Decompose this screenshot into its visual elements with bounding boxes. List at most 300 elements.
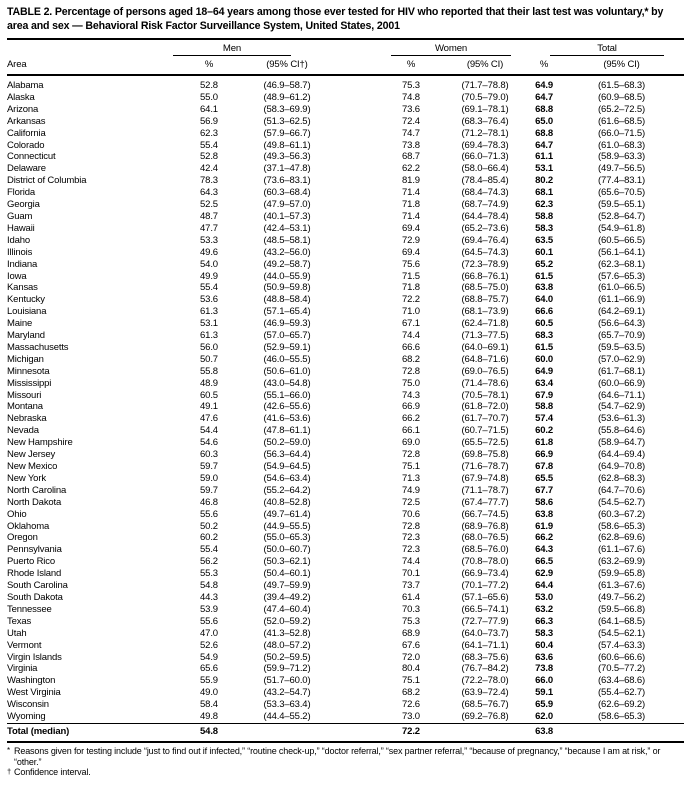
cell-area: Indiana: [7, 258, 38, 270]
table-row: [7, 675, 684, 687]
cell-t_ci: (64.2–69.1): [598, 306, 645, 318]
cell-m_ci: (50.2–59.5): [263, 651, 311, 663]
cell-m_pct: 49.1: [200, 401, 218, 413]
table-row: [7, 699, 684, 711]
cell-t_pct: 63.6: [535, 651, 553, 663]
cell-t_ci: (65.6–70.5): [598, 187, 645, 199]
asterisk-symbol: *: [7, 745, 10, 755]
cell-m_pct: 61.3: [200, 306, 218, 318]
cell-m_pct: 55.8: [200, 365, 218, 377]
cell-m_pct: 60.3: [200, 449, 218, 461]
cell-w_ci: (68.3–75.6): [461, 651, 509, 663]
table-header: [7, 39, 684, 75]
cell-area: Michigan: [7, 353, 44, 365]
cell-area: Hawaii: [7, 222, 35, 234]
cell-t_pct: 60.0: [535, 353, 553, 365]
table-row: [7, 509, 684, 521]
cell-t_ci: (61.1–67.6): [598, 544, 645, 556]
cell-w_ci: (72.2–78.0): [461, 675, 509, 687]
table-row: [7, 151, 684, 163]
cell-t_ci: (60.6–66.6): [598, 651, 645, 663]
cell-spacer: [335, 497, 381, 509]
cell-spacer: [335, 140, 381, 152]
cell-t_pct: 65.0: [535, 115, 553, 127]
cell-area: Missouri: [7, 389, 42, 401]
cell-area: Texas: [7, 615, 32, 627]
cell-area: Illinois: [7, 246, 33, 258]
cell-t_ci: (57.0–62.9): [598, 353, 645, 365]
cell-m_pct: 54.8: [200, 580, 218, 592]
cell-m_ci: (37.1–47.8): [263, 163, 311, 175]
cell-w_pct: 68.9: [402, 627, 420, 639]
cell-w_pct: 72.2: [402, 294, 420, 306]
cell-area: Virginia: [7, 663, 38, 675]
cell-t_pct: 63.2: [535, 603, 553, 615]
cell-w_ci: (68.7–74.9): [461, 199, 509, 211]
cell-m_ci: (54.9–64.5): [263, 461, 311, 472]
cell-spacer: [335, 116, 381, 128]
cell-m_ci: (50.4–60.1): [263, 568, 311, 580]
table-row: [7, 628, 684, 640]
table-row: [7, 425, 684, 437]
cell-t_ci: (57.4–63.3): [598, 639, 645, 651]
cell-area: Tennessee: [7, 603, 52, 615]
table-row: [7, 354, 684, 366]
cell-w_ci: (66.7–74.5): [461, 508, 509, 520]
cell-t_pct: 61.1: [535, 151, 553, 163]
cell-m_pct: 50.7: [200, 353, 218, 365]
cell-t_ci: (64.9–70.8): [598, 461, 645, 472]
cell-w_pct: 69.4: [402, 246, 420, 258]
cell-t_pct: 62.3: [535, 199, 553, 211]
cell-t_ci: (61.0–68.3): [598, 139, 645, 151]
table-row: [7, 92, 684, 104]
cell-w_pct: 72.2: [381, 723, 441, 741]
cell-m_ci: (52.9–59.1): [263, 341, 311, 353]
cell-m_ci: (50.2–59.0): [263, 437, 311, 449]
cell-m_pct: 42.4: [200, 163, 218, 175]
cell-t_pct: 66.5: [535, 556, 553, 568]
table-row: [7, 175, 684, 187]
cell-m_pct: 60.5: [200, 389, 218, 401]
cell-t_pct: 53.0: [535, 591, 553, 603]
cell-t_pct: 63.8: [535, 282, 553, 294]
cell-area: Vermont: [7, 639, 42, 651]
table-row: [7, 687, 684, 699]
table-row: [7, 235, 684, 247]
cell-spacer: [335, 401, 381, 413]
cell-m_ci: (57.0–65.7): [263, 330, 311, 342]
cell-spacer: [335, 640, 381, 652]
cell-m_pct: 55.3: [200, 568, 218, 580]
cell-spacer: [335, 652, 381, 664]
cell-w_ci: (65.5–72.5): [461, 437, 509, 449]
cell-m_ci: (51.7–60.0): [263, 675, 311, 687]
cell-t_pct: 63.8: [535, 508, 553, 520]
table-row: [7, 342, 684, 354]
cell-t_pct: 66.0: [535, 675, 553, 687]
cell-w_ci: (71.7–78.8): [461, 80, 509, 91]
table-title: TABLE 2. Percentage of persons aged 18–64 years among those ever tested for HIV who reported that their last test was voluntary,* by area and sex — Behavioral Risk Factor Surveillance System, United States, 2001: [7, 6, 664, 32]
cell-m_pct: 54.9: [200, 651, 218, 663]
cell-t_ci: (49.7–56.5): [598, 163, 645, 175]
cell-t_ci: (49.7–56.2): [598, 591, 645, 603]
cell-t_pct: 63.5: [535, 234, 553, 246]
table-row: [7, 652, 684, 664]
cell-t_pct: 57.4: [535, 413, 553, 425]
cell-m_pct: 49.0: [200, 687, 218, 699]
cell-m_pct: 53.1: [200, 318, 218, 330]
cell-m_pct: 46.8: [200, 496, 218, 508]
cell-w_pct: 70.1: [402, 568, 420, 580]
cell-m_pct: 49.6: [200, 246, 218, 258]
cell-m_ci: (48.8–58.4): [263, 294, 311, 306]
table-row: [7, 497, 684, 509]
cell-spacer: [335, 413, 381, 425]
table-row: [7, 318, 684, 330]
cell-w_pct: 72.9: [402, 234, 420, 246]
cell-m_pct: 55.6: [200, 615, 218, 627]
cell-t_pct: 61.8: [535, 437, 553, 449]
cell-spacer: [335, 580, 381, 592]
cell-area: Total (median): [7, 723, 179, 741]
cell-area: South Dakota: [7, 591, 63, 603]
cell-m_pct: 47.6: [200, 413, 218, 425]
footnote-reasons-text: Reasons given for testing include “just to find out if infected,” “routine check-up,” “doctor referral,” “sex partner referral,” “because of pregnancy,” “because I am at risk,” or “other.”: [14, 745, 661, 767]
cell-area: Alaska: [7, 91, 35, 103]
cell-m_ci: (59.9–71.2): [263, 663, 311, 675]
cell-area: Rhode Island: [7, 568, 62, 580]
cell-w_ci: (64.4–78.4): [461, 210, 509, 222]
cell-m_ci: (44.9–55.5): [263, 520, 311, 532]
cell-t_ci: (60.5–66.5): [598, 234, 645, 246]
cell-area: Arkansas: [7, 115, 46, 127]
women-percent-header: %: [381, 56, 441, 75]
cell-t_ci: (61.5–68.3): [598, 80, 645, 91]
cell-w_pct: 71.8: [402, 199, 420, 211]
total-percent-header: %: [529, 56, 559, 75]
cell-w_pct: 72.3: [402, 532, 420, 544]
cell-w_ci: (68.5–76.7): [461, 699, 509, 711]
cell-t_ci: (55.4–62.7): [598, 687, 645, 699]
cell-spacer: [335, 675, 381, 687]
cell-spacer: [335, 628, 381, 640]
cell-m_pct: 59.7: [200, 484, 218, 496]
cell-t_pct: 64.3: [535, 544, 553, 556]
table-body: [7, 75, 684, 742]
table-row: [7, 592, 684, 604]
cell-m_pct: 56.9: [200, 115, 218, 127]
cell-m_ci: (57.1–65.4): [263, 306, 311, 318]
cell-w_pct: 75.6: [402, 258, 420, 270]
cell-spacer: [335, 163, 381, 175]
cell-spacer: [335, 544, 381, 556]
cell-t_ci: (61.0–66.5): [598, 282, 645, 294]
cell-t_pct: 58.8: [535, 401, 553, 413]
cell-t_ci: (56.1–64.1): [598, 246, 645, 258]
table-row: [7, 401, 684, 413]
cell-spacer: [335, 461, 381, 473]
cell-w_pct: 80.4: [402, 663, 420, 675]
cell-spacer: [335, 223, 381, 235]
cell-t_pct: 58.3: [535, 627, 553, 639]
cell-m_ci: (46.0–55.5): [263, 353, 311, 365]
cell-area: Connecticut: [7, 151, 56, 163]
cell-spacer: [335, 104, 381, 116]
table-row: [7, 663, 684, 675]
cell-m_ci: (54.6–63.4): [263, 472, 311, 484]
cell-w_ci: (71.3–77.5): [461, 330, 509, 342]
cell-m_ci: (49.2–58.7): [263, 258, 311, 270]
cell-area: North Carolina: [7, 484, 67, 496]
cell-m_pct: 53.3: [200, 234, 218, 246]
women-ci-header: (95% CI): [441, 56, 529, 75]
cell-m_ci: (55.2–64.2): [263, 484, 311, 496]
cell-area: Kansas: [7, 282, 38, 294]
data-table: [7, 38, 684, 743]
cell-w_pct: 72.8: [402, 365, 420, 377]
cell-w_pct: 71.0: [402, 306, 420, 318]
cell-m_pct: 54.4: [200, 425, 218, 437]
cell-area: Guam: [7, 210, 33, 222]
cell-m_pct: 59.7: [200, 461, 218, 472]
cell-w_ci: (68.1–73.9): [461, 306, 509, 318]
cell-m_ci: (56.3–64.4): [263, 449, 311, 461]
cell-m_pct: 49.9: [200, 270, 218, 282]
cell-spacer: [335, 318, 381, 330]
cell-w_ci: (70.8–78.0): [461, 556, 509, 568]
cell-t_pct: 65.2: [535, 258, 553, 270]
cell-w_ci: (63.9–72.4): [461, 687, 509, 699]
cell-w_pct: 67.6: [402, 639, 420, 651]
cell-t_ci: (70.5–77.2): [598, 663, 645, 675]
cell-t_ci: (65.2–72.5): [598, 103, 645, 115]
table-row: [7, 306, 684, 318]
cell-t_ci: (58.9–63.3): [598, 151, 645, 163]
cell-area: Alabama: [7, 80, 44, 91]
cell-m_pct: 54.8: [179, 723, 239, 741]
cell-w_ci: (69.0–76.5): [461, 365, 509, 377]
cell-area: District of Columbia: [7, 175, 87, 187]
cell-t_ci: (62.8–69.6): [598, 532, 645, 544]
cell-m_ci: (43.2–54.7): [263, 687, 311, 699]
cell-t_pct: 64.0: [535, 294, 553, 306]
cell-area: Washington: [7, 675, 56, 687]
cell-t_ci: (59.5–65.1): [598, 199, 645, 211]
cell-t_pct: 66.9: [535, 449, 553, 461]
cell-t_ci: (57.6–65.3): [598, 270, 645, 282]
cell-m_ci: (43.0–54.8): [263, 377, 311, 389]
cell-spacer: [335, 271, 381, 283]
cell-m_ci: (47.4–60.4): [263, 603, 311, 615]
cell-m_pct: 65.6: [200, 663, 218, 675]
table-row: [7, 580, 684, 592]
cell-w_ci: (72.7–77.9): [461, 615, 509, 627]
cell-m_ci: (58.3–69.9): [263, 103, 311, 115]
table-row: [7, 449, 684, 461]
cell-w_ci: (67.4–77.7): [461, 496, 509, 508]
cell-t_pct: 60.1: [535, 246, 553, 258]
cell-w_ci: (71.1–78.7): [461, 484, 509, 496]
cell-area: Louisiana: [7, 306, 47, 318]
cell-w_pct: 70.3: [402, 603, 420, 615]
cell-t_ci: (60.3–67.2): [598, 508, 645, 520]
cell-spacer: [335, 247, 381, 259]
cell-spacer: [335, 532, 381, 544]
cell-spacer: [335, 342, 381, 354]
cell-area: Delaware: [7, 163, 46, 175]
cell-m_pct: 52.5: [200, 199, 218, 211]
cell-t_ci: (65.7–70.9): [598, 330, 645, 342]
cell-w_ci: (69.2–76.8): [461, 711, 509, 723]
cell-w_pct: 81.9: [402, 175, 420, 187]
cell-w_pct: 71.4: [402, 210, 420, 222]
total-ci-header: (95% CI): [559, 56, 684, 75]
cell-w_pct: 71.3: [402, 472, 420, 484]
cell-t_pct: 62.0: [535, 711, 553, 723]
cell-t_ci: (59.9–65.8): [598, 568, 645, 580]
cell-w_ci: (68.5–76.0): [461, 544, 509, 556]
cell-w_ci: (57.1–65.6): [461, 591, 509, 603]
cell-t_ci: (61.6–68.5): [598, 115, 645, 127]
cell-spacer: [335, 199, 381, 211]
header-gap: [335, 56, 381, 75]
cell-w_pct: 74.4: [402, 330, 420, 342]
table-row: [7, 211, 684, 223]
cell-spacer: [335, 92, 381, 104]
cell-area: Ohio: [7, 508, 27, 520]
cell-w_ci: (69.4–76.4): [461, 234, 509, 246]
cell-m_ci: (48.5–58.1): [263, 234, 311, 246]
cell-w_pct: 73.8: [402, 139, 420, 151]
cell-area: Oklahoma: [7, 520, 50, 532]
cell-m_ci: (40.8–52.8): [263, 496, 311, 508]
cell-w_ci: (68.9–76.8): [461, 520, 509, 532]
cell-w_pct: 68.7: [402, 151, 420, 163]
cell-t_pct: 65.9: [535, 699, 553, 711]
cell-w_pct: 74.3: [402, 389, 420, 401]
table-row: [7, 187, 684, 199]
cell-t_ci: (62.3–68.1): [598, 258, 645, 270]
men-percent-header: %: [179, 56, 239, 75]
cell-area: Wyoming: [7, 711, 46, 723]
cell-spacer: [335, 259, 381, 271]
cell-spacer: [335, 711, 381, 723]
cell-area: California: [7, 127, 46, 139]
cell-spacer: [335, 235, 381, 247]
cell-t_pct: 68.1: [535, 187, 553, 199]
cell-m_pct: 52.8: [200, 151, 218, 163]
cell-w_pct: 75.1: [402, 675, 420, 687]
cell-w_ci: (70.5–79.0): [461, 91, 509, 103]
cell-area: Mississippi: [7, 377, 52, 389]
cell-w_ci: (64.8–71.6): [461, 353, 509, 365]
cell-w_ci: (72.3–78.9): [461, 258, 509, 270]
cell-t_pct: 61.9: [535, 520, 553, 532]
cell-w_pct: 66.1: [402, 425, 420, 437]
cell-m_pct: 54.6: [200, 437, 218, 449]
cell-m_ci: (48.9–61.2): [263, 91, 311, 103]
cell-w_ci: (68.8–75.7): [461, 294, 509, 306]
cell-m_ci: (49.3–56.3): [263, 151, 311, 163]
cell-w_pct: 69.4: [402, 222, 420, 234]
cell-w_ci: (76.7–84.2): [461, 663, 509, 675]
cell-t_pct: 68.8: [535, 127, 553, 139]
table-row: [7, 485, 684, 497]
cell-t_pct: 80.2: [535, 175, 553, 187]
cell-m_ci: (41.6–53.6): [263, 413, 311, 425]
cell-t_pct: 60.2: [535, 425, 553, 437]
table-row: [7, 271, 684, 283]
cell-w_pct: 72.0: [402, 651, 420, 663]
cell-spacer: [335, 330, 381, 342]
cell-w_ci: (68.3–76.4): [461, 115, 509, 127]
cell-t_pct: 64.7: [535, 139, 553, 151]
total-row: [7, 723, 684, 741]
cell-m_pct: 56.0: [200, 341, 218, 353]
cell-t_ci: (52.8–64.7): [598, 210, 645, 222]
cell-w_ci: (62.4–71.8): [461, 318, 509, 330]
cell-m_pct: 47.0: [200, 627, 218, 639]
cell-m_ci: (49.7–61.4): [263, 508, 311, 520]
column-group-row: [7, 39, 684, 56]
cell-m_pct: 48.9: [200, 377, 218, 389]
table-row: [7, 640, 684, 652]
cell-m_ci: (50.0–60.7): [263, 544, 311, 556]
cell-m_ci: (55.0–65.3): [263, 532, 311, 544]
table-row: [7, 473, 684, 485]
cell-t_pct: 58.8: [535, 210, 553, 222]
cell-spacer: [335, 699, 381, 711]
cell-m_ci: (44.4–55.2): [263, 711, 311, 723]
cell-area: Wisconsin: [7, 699, 49, 711]
cell-spacer: [335, 521, 381, 533]
cell-m_ci: (50.9–59.8): [263, 282, 311, 294]
cell-area: Maine: [7, 318, 33, 330]
cell-w_ci: (64.5–74.3): [461, 246, 509, 258]
cell-w_pct: 71.8: [402, 282, 420, 294]
cell-spacer: [335, 306, 381, 318]
table-row: [7, 116, 684, 128]
cell-area: North Dakota: [7, 496, 62, 508]
cell-t_pct: 63.8: [529, 723, 559, 741]
cell-area: Virgin Islands: [7, 651, 62, 663]
cell-w_pct: 72.8: [402, 520, 420, 532]
cell-w_pct: 71.5: [402, 270, 420, 282]
cell-t_ci: (58.6–65.3): [598, 520, 645, 532]
table-row: [7, 294, 684, 306]
cell-t_pct: 64.7: [535, 91, 553, 103]
cell-m_ci: (39.4–49.2): [263, 591, 311, 603]
cell-t_pct: 58.3: [535, 222, 553, 234]
cell-area: Colorado: [7, 139, 45, 151]
cell-w_pct: 71.4: [402, 187, 420, 199]
table-row: [7, 128, 684, 140]
cell-m_pct: 54.0: [200, 258, 218, 270]
cell-m_pct: 78.3: [200, 175, 218, 187]
cell-spacer: [335, 556, 381, 568]
cell-spacer: [335, 151, 381, 163]
cell-t_ci: (77.4–83.1): [598, 175, 645, 187]
cell-m_pct: 55.4: [200, 282, 218, 294]
cell-spacer: [335, 687, 381, 699]
cell-m_pct: 48.7: [200, 210, 218, 222]
cell-w_ci: (66.0–71.3): [461, 151, 509, 163]
cell-m_ci: (53.3–63.4): [263, 699, 311, 711]
cell-w_pct: 72.6: [402, 699, 420, 711]
cell-spacer: [335, 75, 381, 92]
cell-area: Arizona: [7, 103, 39, 115]
